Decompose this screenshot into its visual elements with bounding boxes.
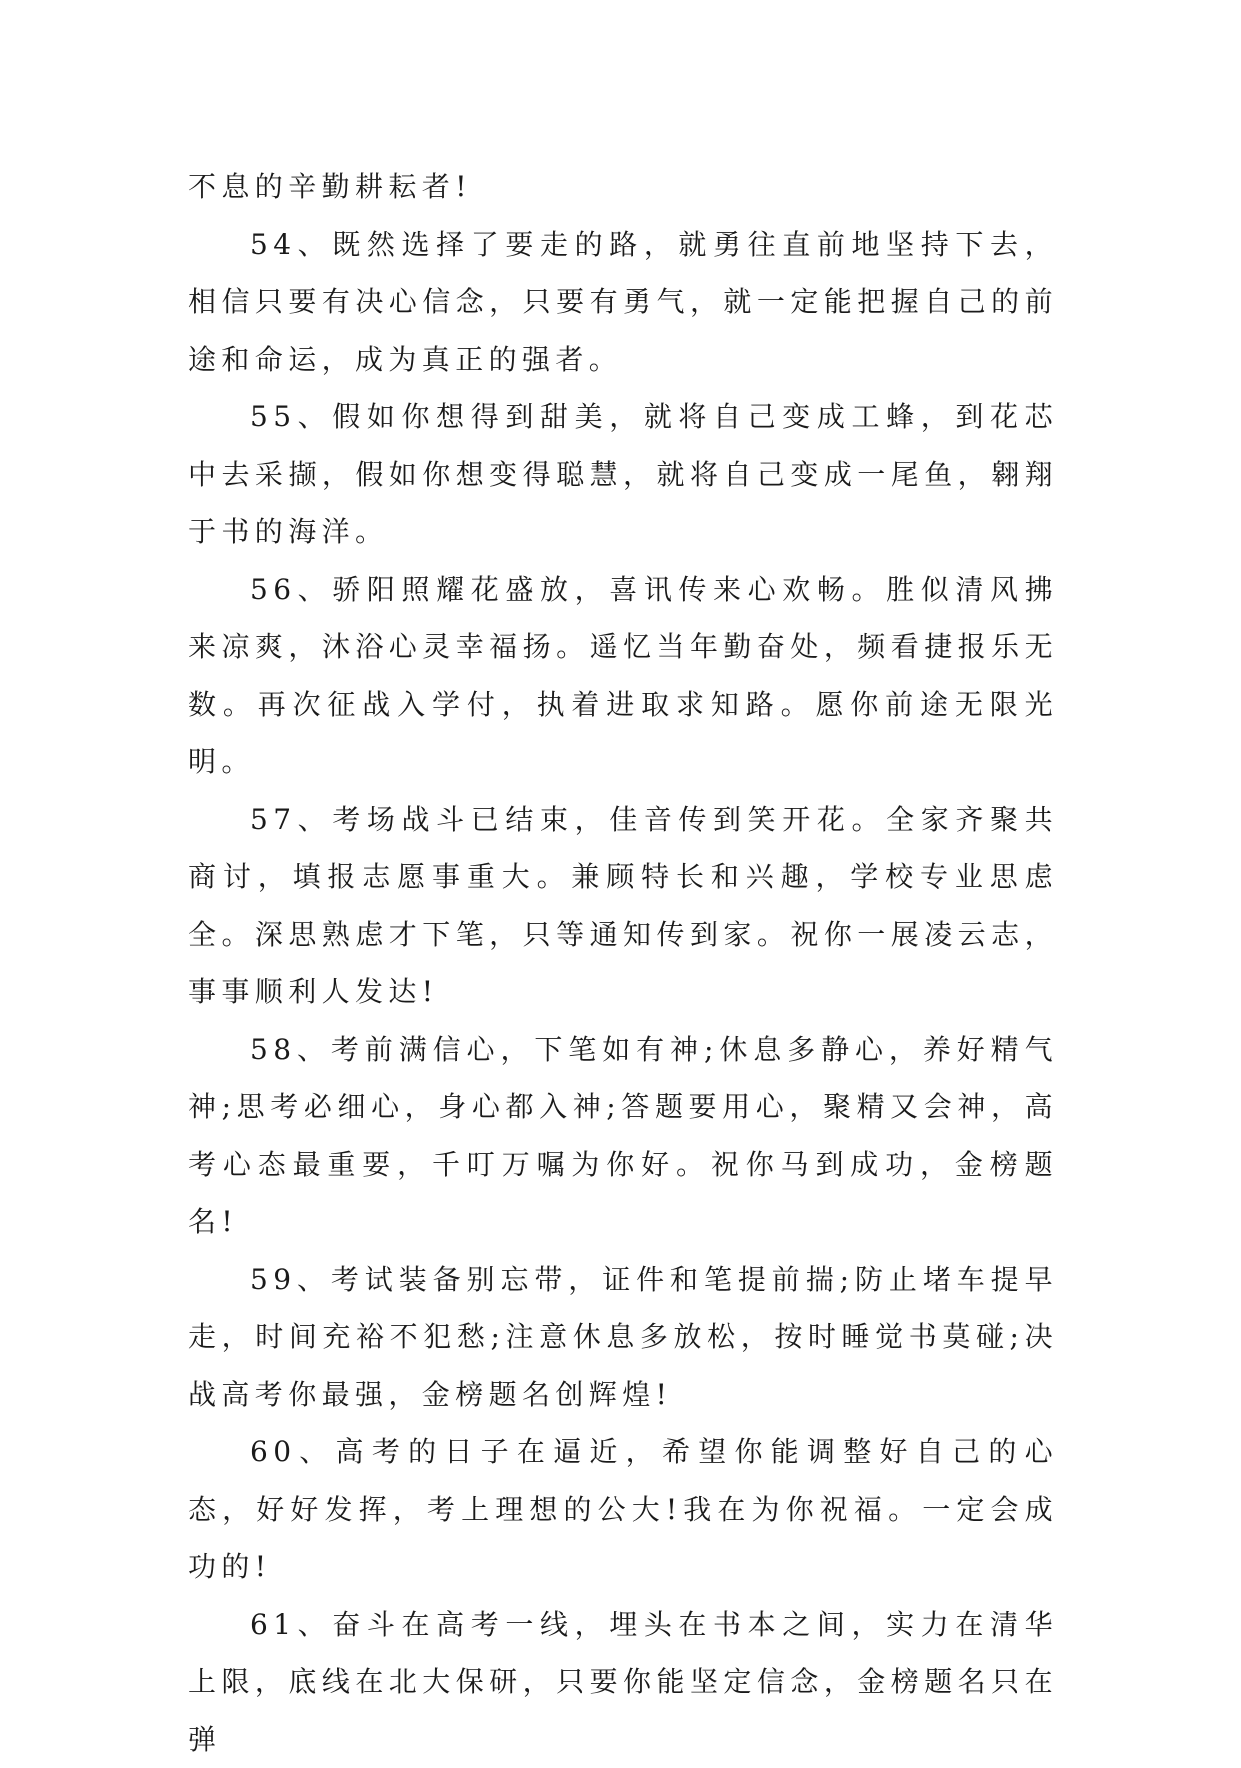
paragraph-60: 60、高考的日子在逼近，希望你能调整好自己的心态，好好发挥，考上理想的公大!我在为你祝福。一定会成功的!	[188, 1423, 1058, 1596]
paragraph-57: 57、考场战斗已结束，佳音传到笑开花。全家齐聚共商讨，填报志愿事重大。兼顾特长和兴趣，学校专业思虑全。深思熟虑才下笔，只等通知传到家。祝你一展凌云志，事事顺利人发达!	[188, 791, 1058, 1021]
paragraph-54: 54、既然选择了要走的路，就勇往直前地坚持下去，相信只要有决心信念，只要有勇气，就一定能把握自己的前途和命运，成为真正的强者。	[188, 216, 1058, 389]
paragraph-58: 58、考前满信心，下笔如有神;休息多静心，养好精气神;思考必细心，身心都入神;答题要用心，聚精又会神，高考心态最重要，千叮万嘱为你好。祝你马到成功，金榜题名!	[188, 1021, 1058, 1251]
body-text	[188, 158, 1058, 1768]
paragraph-59: 59、考试装备别忘带，证件和笔提前揣;防止堵车提早走，时间充裕不犯愁;注意休息多放松，按时睡觉书莫碰;决战高考你最强，金榜题名创辉煌!	[188, 1251, 1058, 1424]
paragraph-continuation: 不息的辛勤耕耘者!	[188, 158, 1058, 216]
paragraph-55: 55、假如你想得到甜美，就将自己变成工蜂，到花芯中去采撷，假如你想变得聪慧，就将自己变成一尾鱼，翱翔于书的海洋。	[188, 388, 1058, 561]
paragraph-56: 56、骄阳照耀花盛放，喜讯传来心欢畅。胜似清风拂来凉爽，沐浴心灵幸福扬。遥忆当年勤奋处，频看捷报乐无数。再次征战入学付，执着进取求知路。愿你前途无限光明。	[188, 561, 1058, 791]
paragraph-61: 61、奋斗在高考一线，埋头在书本之间，实力在清华上限，底线在北大保研，只要你能坚定信念，金榜题名只在弹	[188, 1596, 1058, 1768]
